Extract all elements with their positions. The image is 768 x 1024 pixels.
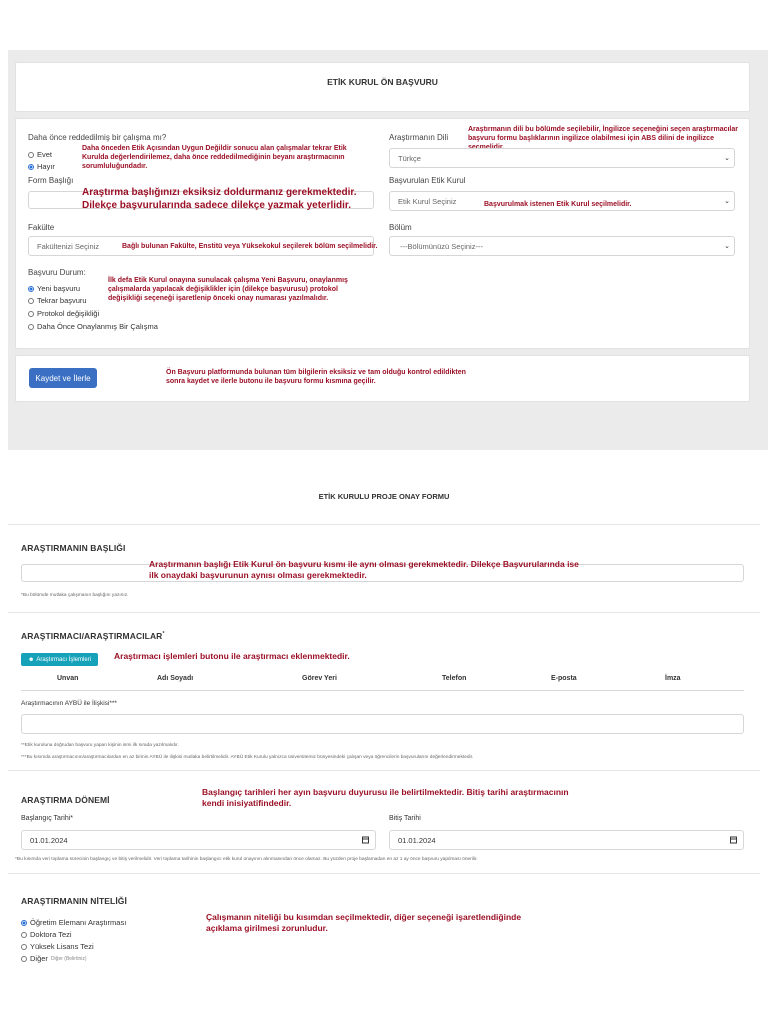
research-nature-heading: ARAŞTIRMANIN NİTELİĞİ — [21, 896, 127, 906]
note-faculty: Bağlı bulunan Fakülte, Enstitü veya Yüksekokul seçilerek bölüm seçilmelidir. — [122, 243, 378, 250]
form-title-label: Form Başlığı — [28, 176, 74, 185]
note-language: Araştırmanın dili bu bölümde seçilebilir, İngilizce seçeneğini seçen araştırmacılar başvuru formu başlıklarının ingilizce olabilmesi için ABS dilini de ingilizce — [468, 126, 738, 143]
radio-icon — [28, 298, 34, 304]
status-option-protocol-change[interactable]: Protokol değişikliği — [28, 309, 99, 318]
committee-select[interactable]: Etik Kurul Seçiniz ⌄ — [389, 191, 735, 211]
end-date-input[interactable]: 01.01.2024 — [389, 830, 744, 850]
radio-icon — [28, 324, 34, 330]
aybu-relation-input[interactable] — [21, 714, 744, 734]
note-status: İlk defa Etik Kurul onayına sunulacak çalışma Yeni Başvuru, onaylanmış çalışmalarda yapılacak değişiklikler için (dilekçe başvurusu) protokol değişikliği seçeneği işaretlenip önceki onay numarası yazılmalıdır. — [108, 277, 348, 303]
faculty-select[interactable]: Fakültenizi Seçiniz — [28, 236, 374, 256]
status-label: Başvuru Durum: — [28, 268, 86, 277]
period-footnote: *Bu kısımda veri toplama sürecinin başlangıç ve bitiş verilmelidir. Veri toplama tarihinin başlangıcı etik kurul onayının alınmasından önce olamaz. Bu yüzden proje başlamadan en az 1 ay önce başvuru yapılması önerilir. — [15, 857, 478, 862]
radio-selected-icon — [21, 920, 27, 926]
divider — [8, 770, 760, 771]
table-divider — [21, 690, 744, 691]
proje-form-title: ETİK KURULU PROJE ONAY FORMU — [318, 492, 450, 501]
prebasvuru-title: ETİK KURUL ÖN BAŞVURU — [327, 77, 438, 87]
column-header-email: E-posta — [551, 675, 577, 682]
note-rejected: Daha önceden Etik Açısından Uygun Değildir sonucu alan çalışmalar tekrar Etik Kurulda değerlendirilemez, daha önce reddedilmediğinin beyanı araştırmacının sorumluluğundadır. — [82, 145, 347, 171]
status-option-previously-approved[interactable]: Daha Önce Onaylanmış Bir Çalışma — [28, 322, 158, 331]
divider — [8, 524, 760, 525]
chevron-down-icon: ⌄ — [724, 198, 730, 205]
researchers-heading: ARAŞTIRMACI/ARAŞTIRMACILAR* — [21, 631, 165, 641]
save-and-continue-button[interactable]: Kaydet ve İlerle — [29, 368, 97, 388]
users-icon: ☻ — [27, 656, 35, 663]
divider — [8, 612, 760, 613]
nature-option-masters-thesis[interactable]: Yüksek Lisans Tezi — [21, 942, 94, 951]
nature-option-other[interactable]: Diğer Diğer (Belirtiniz) — [21, 954, 87, 963]
rejected-no-radio[interactable]: Hayır — [28, 162, 55, 171]
radio-icon — [21, 956, 27, 962]
note-save: Ön Başvuru platformunda bulunan tüm bilgilerin eksiksiz ve tam olduğu kontrol edildikten sonra kaydet ve ilerle butonu ile başvuru formu kısmına geçilir. — [166, 369, 466, 386]
status-option-repeat[interactable]: Tekrar başvuru — [28, 296, 87, 305]
language-select[interactable]: Türkçe ⌄ — [389, 148, 735, 168]
department-select[interactable]: ---Bölümünüzü Seçiniz--- ⌄ — [389, 236, 735, 256]
other-hint: Diğer (Belirtiniz) — [50, 955, 87, 962]
research-title-footnote: *Bu bölümde mutlaka çalışmanın başlığını yazınız. — [21, 593, 129, 598]
chevron-down-icon: ⌄ — [724, 155, 730, 162]
radio-icon — [21, 944, 27, 950]
radio-icon — [28, 311, 34, 317]
research-title-heading: ARAŞTIRMANIN BAŞLIĞI — [21, 543, 126, 553]
department-label: Bölüm — [389, 223, 412, 232]
divider — [8, 873, 760, 874]
rejected-yes-radio[interactable]: Evet — [28, 150, 52, 159]
research-period-heading: ARAŞTIRMA DÖNEMİ — [21, 795, 110, 805]
column-header-phone: Telefon — [442, 675, 467, 682]
end-date-label: Bitiş Tarihi — [389, 815, 421, 822]
nature-option-phd-thesis[interactable]: Doktora Tezi — [21, 930, 72, 939]
nature-option-staff-research[interactable]: Öğretim Elemanı Araştırması — [21, 918, 126, 927]
calendar-icon — [730, 837, 737, 844]
language-label: Araştırmanın Dili — [389, 133, 449, 142]
calendar-icon — [362, 837, 369, 844]
note-period: Başlangıç tarihleri her ayın başvuru duyurusu ile belirtilmektedir. Bitiş tarihi araştırmacının kendi inisiyatifindedir. — [202, 787, 569, 809]
column-header-name: Adı Soyadı — [157, 675, 194, 682]
prebasvuru-title-card — [15, 62, 750, 112]
radio-selected-icon — [28, 164, 34, 170]
aybu-relation-label: Araştırmacının AYBÜ ile İlişkisi*** — [21, 700, 117, 707]
note-committee: Başvurulmak istenen Etik Kurul seçilmelidir. — [484, 201, 632, 208]
note-nature: Çalışmanın niteliği bu kısımdan seçilmektedir, diğer seçeneği işaretlendiğinde açıklama girilmesi zorunludur. — [206, 912, 522, 934]
chevron-down-icon: ⌄ — [724, 243, 730, 250]
radio-icon — [28, 152, 34, 158]
faculty-label: Fakülte — [28, 223, 55, 232]
note-research-title: Araştırmanın başlığı Etik Kurul ön başvuru kısmı ile aynı olması gerekmektedir. Dilekçe Başvurularında ise ilk onaydaki başvurunun aynısı olması gerekmektedir. — [149, 559, 579, 581]
researchers-footnote-1: **Etik kuruluna doğrudan başvuru yapan kişinin ismi ilk sırada yazılmalıdır. — [21, 743, 179, 748]
radio-icon — [21, 932, 27, 938]
status-option-new[interactable]: Yeni başvuru — [28, 284, 80, 293]
start-date-label: Başlangıç Tarihi* — [21, 815, 74, 822]
note-title: Araştırma başlığınızı eksiksiz doldurmanız gerekmektedir. Dilekçe başvurularında sadece dilekçe yazmak yeterlidir. — [82, 187, 357, 211]
column-header-signature: İmza — [665, 675, 681, 682]
researcher-operations-button[interactable]: ☻ Araştırmacı İşlemleri — [21, 653, 98, 666]
radio-selected-icon — [28, 286, 34, 292]
column-header-title: Unvan — [57, 675, 79, 682]
rejected-question-label: Daha önce reddedilmiş bir çalışma mı? — [28, 133, 167, 142]
researchers-footnote-2: ***Bu kısımda araştırmacının/araştırmacılardan en az birinin AYBÜ ile ilişkisi mutlaka belirtilmelidir. AYBÜ Etik Kurulu yalnızca üniversitemiz bünyesindeki çalışan veya öğrencilerin başvurularını değerlendirmektedir. — [21, 755, 474, 760]
start-date-input[interactable]: 01.01.2024 — [21, 830, 376, 850]
column-header-workplace: Görev Yeri — [302, 675, 337, 682]
note-researchers: Araştırmacı işlemleri butonu ile araştırmacı eklenmektedir. — [114, 651, 350, 661]
committee-label: Başvurulan Etik Kurul — [389, 176, 466, 185]
